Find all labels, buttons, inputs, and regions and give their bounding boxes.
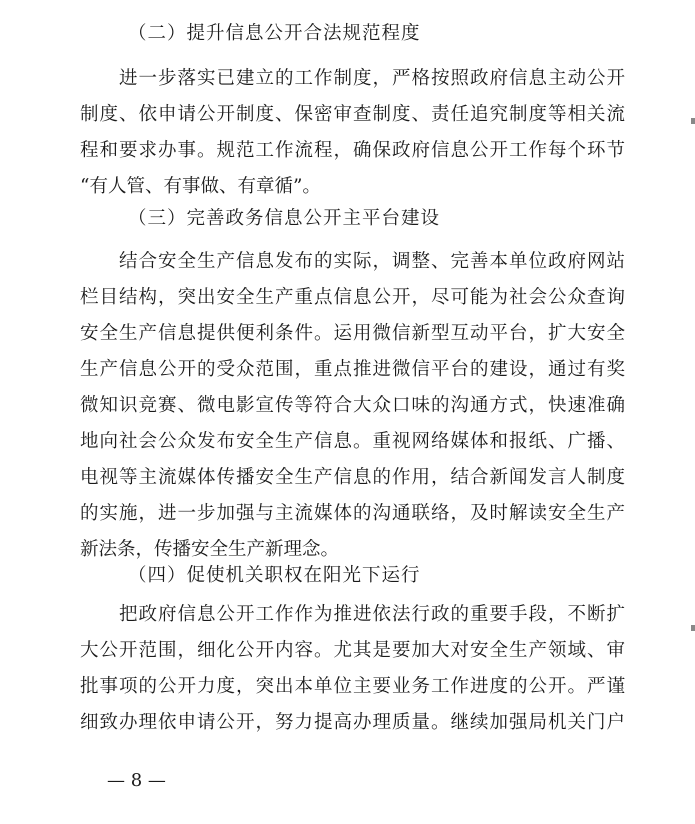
paragraph-line: 电视等主流媒体传播安全生产信息的作用，结合新闻发言人制度 (80, 467, 625, 488)
scan-edge-mark (691, 625, 695, 631)
paragraph-line: 程和要求办事。规范工作流程，确保政府信息公开工作每个环节 (80, 140, 625, 161)
paragraph-line: 制度、依申请公开制度、保密审查制度、责任追究制度等相关流 (80, 104, 625, 125)
section-paragraph-2 (80, 61, 625, 205)
section-paragraph-4 (80, 597, 625, 741)
paragraph-line: 的实施，进一步加强与主流媒体的沟通联络，及时解读安全生产 (80, 503, 625, 524)
paragraph-line: 结合安全生产信息发布的实际，调整、完善本单位政府网站 (119, 251, 625, 272)
paragraph-line: 大公开范围，细化公开内容。尤其是要加大对安全生产领域、审 (80, 640, 625, 661)
paragraph-line: 栏目结构，突出安全生产重点信息公开，尽可能为社会公众查询 (80, 287, 625, 308)
paragraph-line: 进一步落实已建立的工作制度，严格按照政府信息主动公开 (119, 68, 625, 89)
paragraph-line: 生产信息公开的受众范围，重点推进微信平台的建设，通过有奖 (80, 359, 625, 380)
section-heading-2: （二）提升信息公开合法规范程度 (128, 23, 421, 44)
paragraph-line: 微知识竞赛、微电影宣传等符合大众口味的沟通方式，快速准确 (80, 395, 625, 416)
paragraph-line: 细致办理依申请公开，努力提高办理质量。继续加强局机关门户 (80, 712, 625, 733)
paragraph-line: 批事项的公开力度，突出本单位主要业务工作进度的公开。严谨 (80, 676, 625, 697)
paragraph-line: “有人管、有事做、有章循”。 (80, 176, 321, 197)
paragraph-line: 安全生产信息提供便利条件。运用微信新型互动平台，扩大安全 (80, 323, 625, 344)
paragraph-line: 新法条，传播安全生产新理念。 (80, 539, 340, 560)
scan-edge-mark (691, 118, 695, 124)
section-heading-3: （三）完善政务信息公开主平台建设 (128, 208, 441, 229)
page-number: — 8 — (107, 770, 166, 791)
paragraph-line: 地向社会公众发布安全生产信息。重视网络媒体和报纸、广播、 (80, 431, 625, 452)
paragraph-line: 把政府信息公开工作作为推进依法行政的重要手段，不断扩 (119, 604, 625, 625)
section-paragraph-3 (80, 244, 625, 568)
section-heading-4: （四）促使机关职权在阳光下运行 (128, 565, 421, 586)
